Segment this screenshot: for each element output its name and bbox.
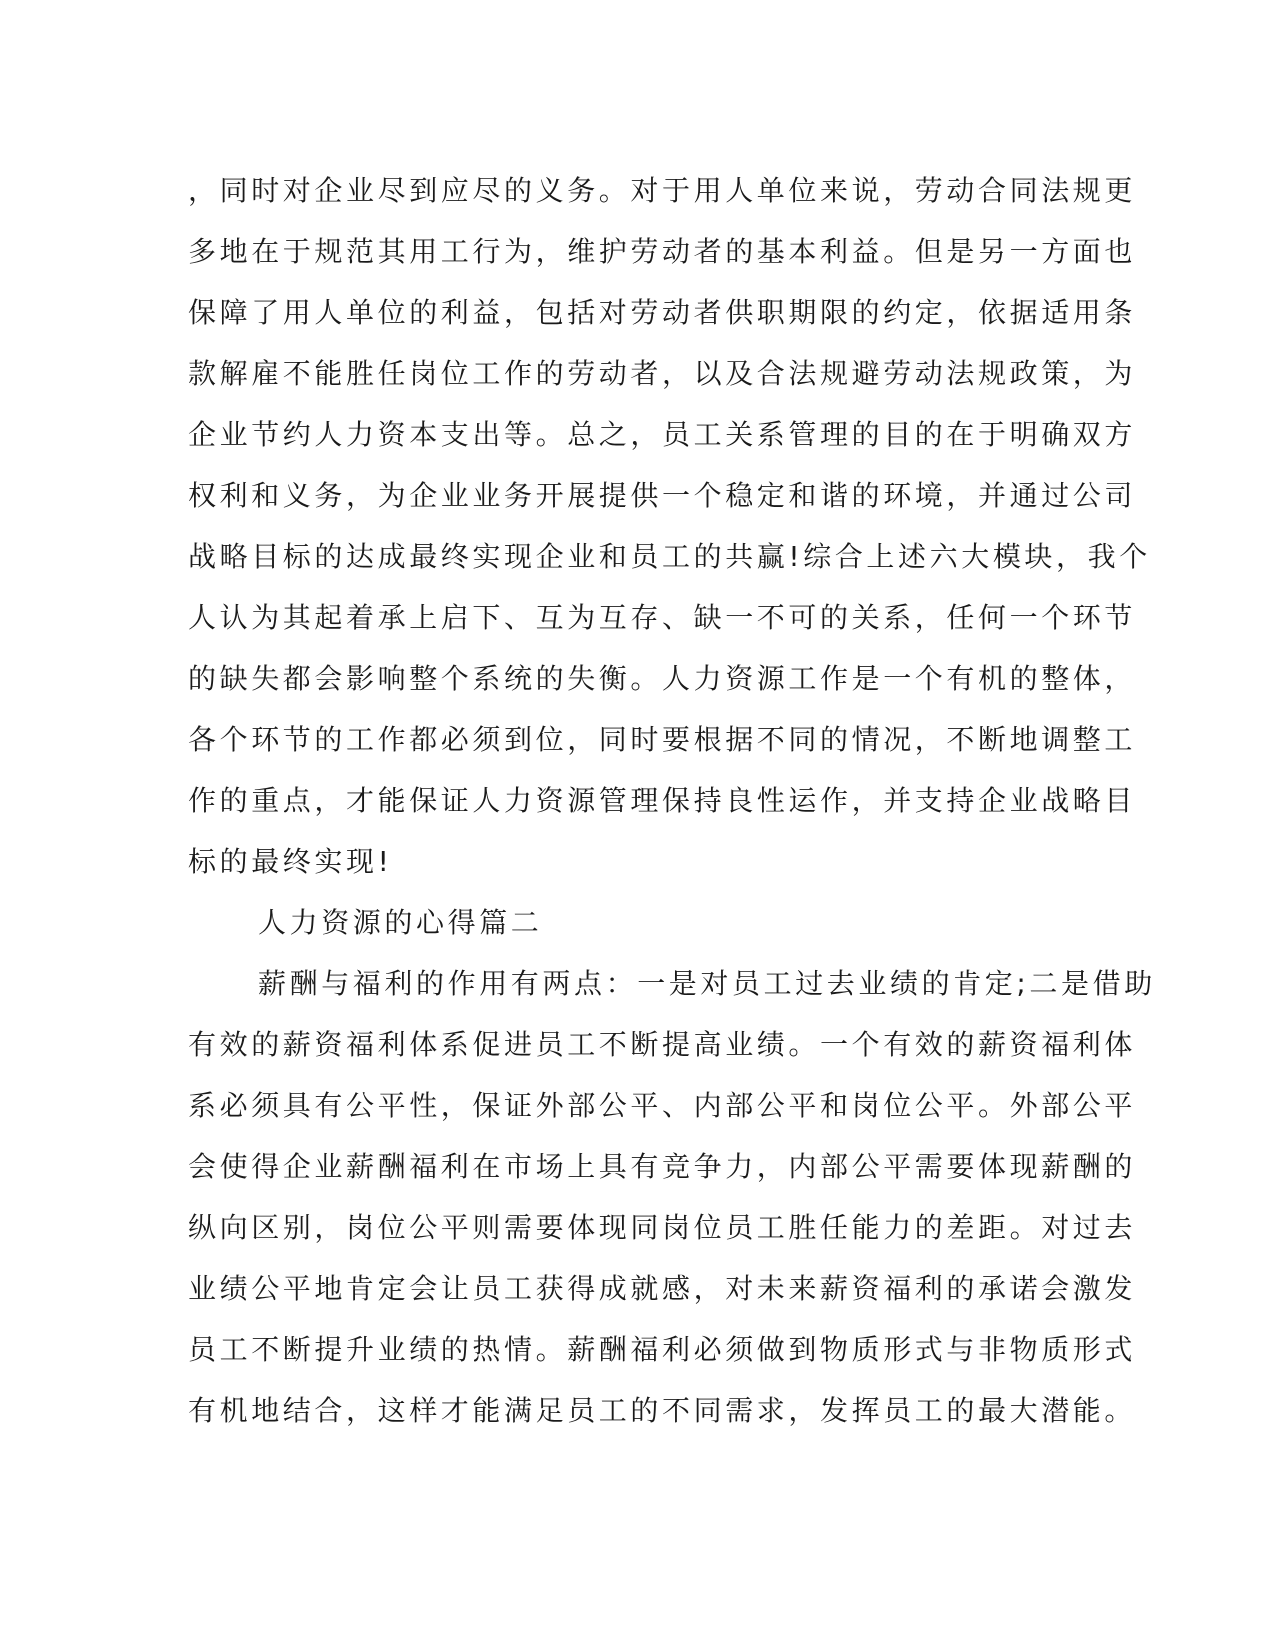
text-line: 有机地结合，这样才能满足员工的不同需求，发挥员工的最大潜能。: [188, 1394, 1137, 1427]
document-body: [188, 160, 1156, 1441]
text-line: 会使得企业薪酬福利在市场上具有竞争力，内部公平需要体现薪酬的: [188, 1150, 1137, 1183]
text-line: 权利和义务，为企业业务开展提供一个稳定和谐的环境，并通过公司: [188, 479, 1137, 512]
text-line: 战略目标的达成最终实现企业和员工的共赢!综合上述六大模块，我个: [188, 540, 1151, 573]
text-line: 员工不断提升业绩的热情。薪酬福利必须做到物质形式与非物质形式: [188, 1333, 1137, 1366]
text-line: 款解雇不能胜任岗位工作的劳动者，以及合法规避劳动法规政策，为: [188, 357, 1137, 390]
text-line: 标的最终实现!: [188, 845, 393, 878]
text-line: 各个环节的工作都必须到位，同时要根据不同的情况，不断地调整工: [188, 723, 1137, 756]
text-line: 纵向区别，岗位公平则需要体现同岗位员工胜任能力的差距。对过去: [188, 1211, 1137, 1244]
text-line: 多地在于规范其用工行为，维护劳动者的基本利益。但是另一方面也: [188, 235, 1137, 268]
paragraph-2: [188, 953, 1156, 1441]
text-line: 业绩公平地肯定会让员工获得成就感，对未来薪资福利的承诺会激发: [188, 1272, 1137, 1305]
paragraph-1: [188, 160, 1151, 892]
text-line: 系必须具有公平性，保证外部公平、内部公平和岗位公平。外部公平: [188, 1089, 1137, 1122]
text-line: 的缺失都会影响整个系统的失衡。人力资源工作是一个有机的整体，: [188, 662, 1137, 695]
text-line: 保障了用人单位的利益，包括对劳动者供职期限的约定，依据适用条: [188, 296, 1137, 329]
section-heading: 人力资源的心得篇二: [258, 906, 543, 939]
text-line: 人认为其起着承上启下、互为互存、缺一不可的关系，任何一个环节: [188, 601, 1137, 634]
text-line: 有效的薪资福利体系促进员工不断提高业绩。一个有效的薪资福利体: [188, 1028, 1137, 1061]
text-line: ，同时对企业尽到应尽的义务。对于用人单位来说，劳动合同法规更: [188, 174, 1137, 207]
text-line: 企业节约人力资本支出等。总之，员工关系管理的目的在于明确双方: [188, 418, 1137, 451]
text-line: 薪酬与福利的作用有两点：一是对员工过去业绩的肯定;二是借助: [258, 967, 1156, 1000]
text-line: 作的重点，才能保证人力资源管理保持良性运作，并支持企业战略目: [188, 784, 1137, 817]
